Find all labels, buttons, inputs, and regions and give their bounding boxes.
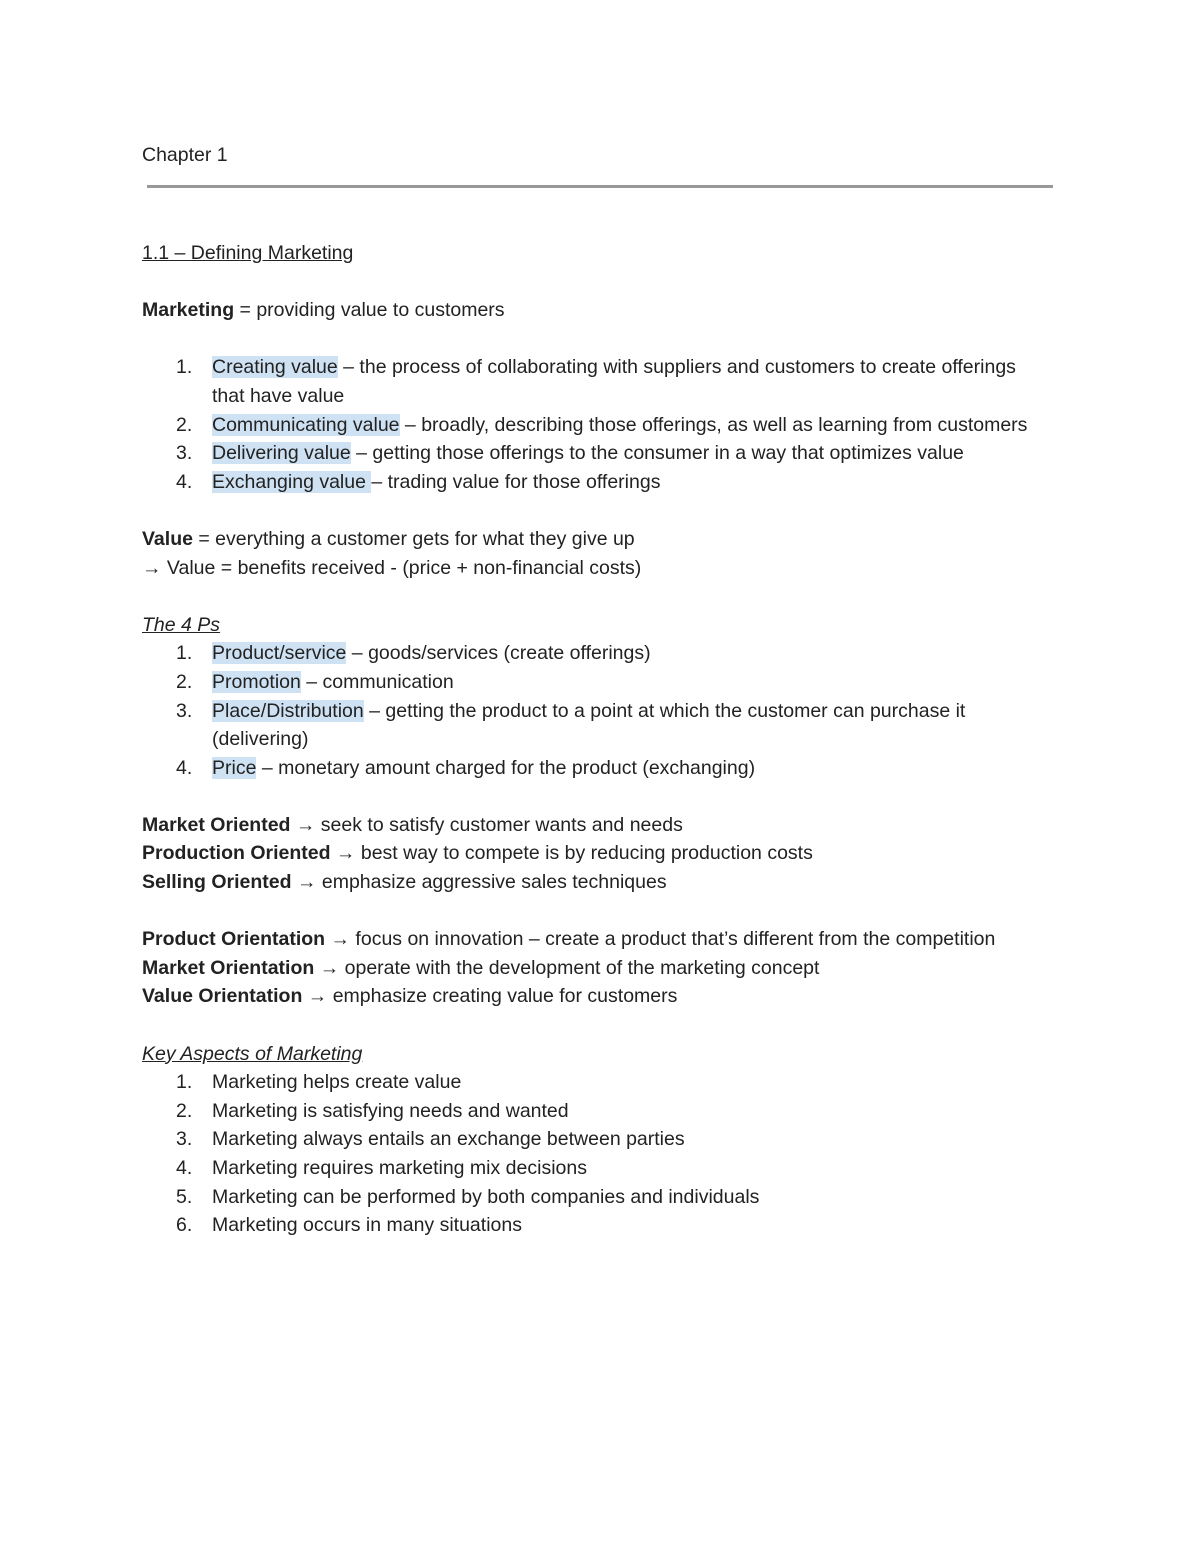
key-aspects-heading: Key Aspects of Marketing [142, 1042, 363, 1065]
value-formula: → Value = benefits received - (price + non-financial costs) [142, 556, 642, 579]
orientation-line: Market Oriented → seek to satisfy customer wants and needs [142, 813, 683, 836]
highlighted-term: Place/Distribution [212, 699, 364, 722]
list-item: 4. Marketing requires marketing mix decisions [176, 1157, 587, 1179]
highlighted-term: Creating value [212, 356, 338, 379]
definition-term: Marketing [142, 299, 235, 322]
orientation-line: Production Oriented → best way to compete is by reducing production costs [142, 842, 813, 865]
value-definition [142, 525, 1052, 554]
horizontal-rule [147, 185, 1053, 188]
chapter-title: Chapter 1 [142, 144, 228, 166]
list-item: 1. Product/service – goods/services (create offerings) [176, 642, 651, 665]
highlighted-term: Product/service [212, 642, 347, 665]
highlighted-term: Communicating value [212, 413, 400, 436]
orientation-line: Product Orientation → focus on innovation – create a product that’s different from the competition [142, 928, 996, 951]
list-item: 2. Marketing is satisfying needs and wanted [176, 1099, 569, 1122]
list-item: 3. Marketing always entails an exchange between parties [176, 1128, 685, 1151]
orientation-line: Selling Oriented → emphasize aggressive sales techniques [142, 871, 667, 894]
list-item: 2. Communicating value – broadly, describing those offerings, as well as learning from customers [176, 413, 1028, 436]
highlighted-term: Exchanging value [212, 470, 372, 493]
four-ps-list [142, 639, 1052, 782]
highlighted-term: Delivering value [212, 442, 351, 465]
marketing-definition [142, 296, 1052, 325]
orientation-line: Value Orientation → emphasize creating value for customers [142, 985, 678, 1008]
list-item: 3. Delivering value – getting those offerings to the consumer in a way that optimizes value [176, 442, 964, 465]
four-ps-heading: The 4 Ps [142, 613, 221, 636]
document-page [142, 141, 1052, 1240]
highlighted-term: Price [212, 756, 257, 779]
definition-term: Value [142, 527, 193, 550]
marketing-steps-list [142, 353, 1052, 496]
list-item: 6. Marketing occurs in many situations [176, 1214, 522, 1237]
orientation-line: Market Orientation → operate with the development of the marketing concept [142, 956, 820, 979]
list-item: 5. Marketing can be performed by both companies and individuals [176, 1185, 760, 1208]
list-item: 3. Place/Distribution – getting the product to a point at which the customer can purchase it (delivering) [176, 699, 966, 751]
key-aspects-list [142, 1068, 1052, 1240]
highlighted-term: Promotion [212, 670, 301, 693]
list-item: 4. Price – monetary amount charged for the product (exchanging) [176, 756, 756, 779]
list-item: 1. Marketing helps create value [176, 1071, 462, 1094]
section-heading: 1.1 – Defining Marketing [142, 242, 354, 264]
list-item: 2. Promotion – communication [176, 670, 454, 693]
definition-text: = everything a customer gets for what they give up [192, 527, 635, 550]
definition-text: = providing value to customers [234, 299, 505, 322]
list-item: 1. Creating value – the process of collaborating with suppliers and customers to create offerings that have value [176, 356, 1016, 407]
list-item: 4. Exchanging value – trading value for those offerings [176, 470, 661, 493]
